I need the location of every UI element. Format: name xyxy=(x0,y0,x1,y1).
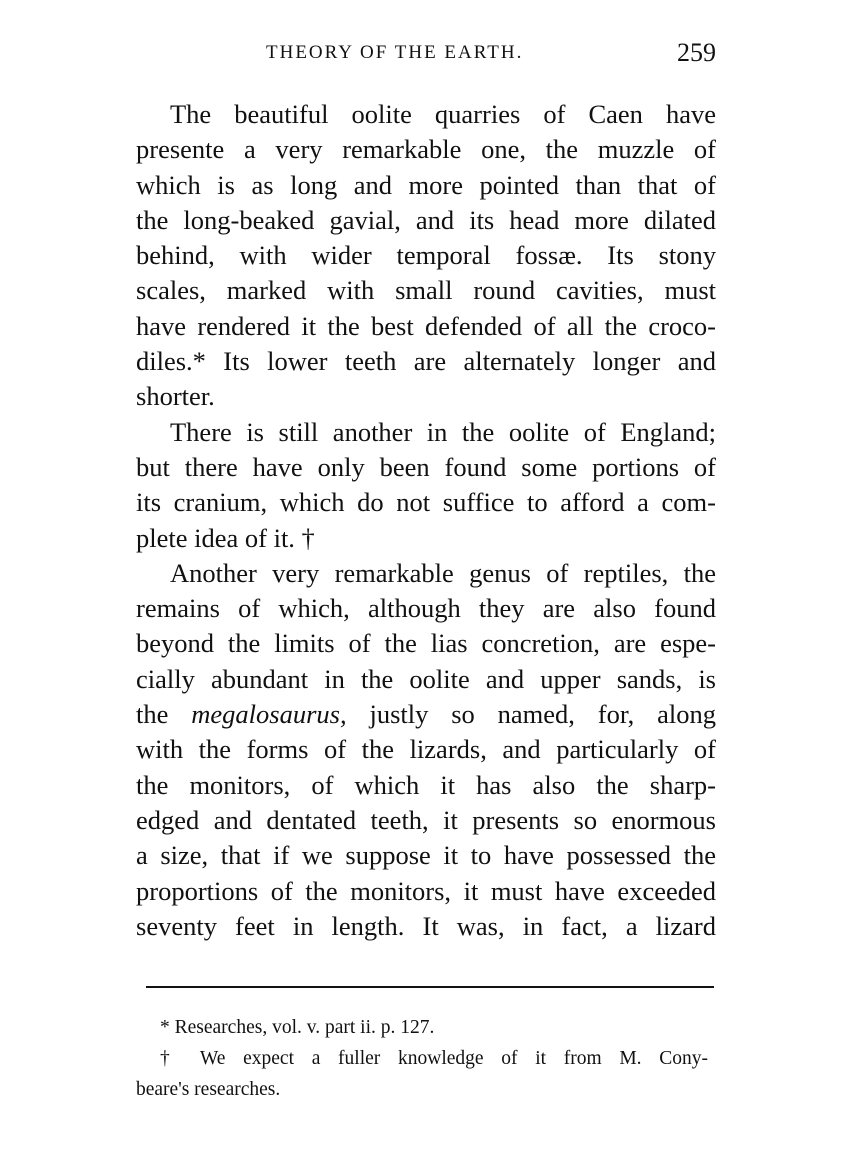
text-line: with the forms of the lizards, and particularly of xyxy=(136,734,716,765)
text-line: have rendered it the best defended of all the croco- xyxy=(136,310,716,341)
running-title: THEORY OF THE EARTH. xyxy=(266,42,524,63)
text-line: the monitors, of which it has also the sharp- xyxy=(136,769,716,800)
text-line: scales, marked with small round cavities, must xyxy=(136,275,716,306)
text-fragment: justly so named, for, along xyxy=(369,699,717,730)
text-line: the long-beaked gavial, and its head more dilated xyxy=(136,204,716,235)
footnotes xyxy=(136,1012,708,1105)
text-line: There is still another in the oolite of England; xyxy=(170,416,716,447)
page-number: 259 xyxy=(677,38,716,67)
footnote-continuation: beare's researches. xyxy=(136,1079,281,1100)
text-fragment: the xyxy=(136,699,169,730)
text-line: which is as long and more pointed than that of xyxy=(136,169,716,200)
text-line: The beautiful oolite quarries of Caen have xyxy=(170,99,716,129)
footnote: † We expect a fuller knowledge of it from M. Cony- xyxy=(160,1048,708,1069)
text-line: plete idea of it. † xyxy=(136,522,315,553)
text-line: presente a very remarkable one, the muzzle of xyxy=(136,134,716,165)
text-line: remains of which, although they are also found xyxy=(136,593,716,624)
genus-name: megalosaurus, xyxy=(191,699,347,730)
text-line: beyond the limits of the lias concretion, are espe- xyxy=(136,628,716,659)
text-line: a size, that if we suppose it to have possessed the xyxy=(136,840,716,871)
footnote-divider xyxy=(146,986,714,988)
text-line: Another very remarkable genus of reptiles, the xyxy=(170,557,716,588)
text-line: its cranium, which do not suffice to afford a com- xyxy=(136,487,716,518)
text-line: behind, with wider temporal fossæ. Its stony xyxy=(136,240,716,271)
text-line: but there have only been found some portions of xyxy=(136,451,716,482)
text-line: edged and dentated teeth, it presents so enormous xyxy=(136,804,716,835)
text-line: shorter. xyxy=(136,381,215,412)
text-line xyxy=(136,697,716,732)
text-line: seventy feet in length. It was, in fact, a lizard xyxy=(136,910,716,941)
footnote: * Researches, vol. v. part ii. p. 127. xyxy=(160,1017,435,1038)
body-text xyxy=(136,97,716,944)
text-line: diles.* Its lower teeth are alternately longer and xyxy=(136,346,716,377)
text-line: cially abundant in the oolite and upper sands, is xyxy=(136,663,716,694)
text-line: proportions of the monitors, it must have exceeded xyxy=(136,875,716,906)
running-head xyxy=(136,38,716,72)
